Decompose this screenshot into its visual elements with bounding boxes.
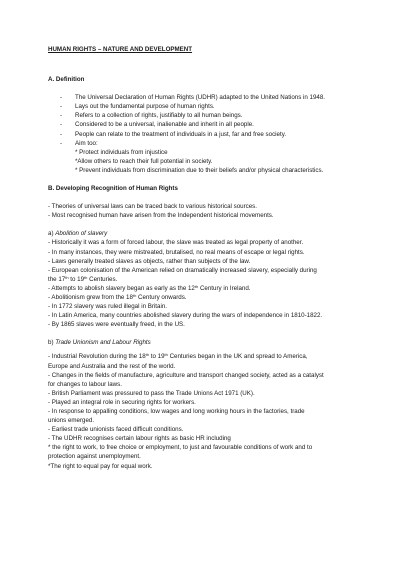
subsection-a-heading: a) Abolition of slavery — [48, 230, 108, 238]
paragraph-line: - In Latin America, many countries abolished slavery during the wars of independence in 1810-1822. — [48, 312, 323, 320]
section-a-heading: A. Definition — [48, 76, 85, 84]
section-b-heading: B. Developing Recognition of Human Rights — [48, 185, 178, 193]
paragraph-line: - In many instances, they were mistreated, brutalised, no real means of escape or legal rights. — [48, 248, 305, 256]
paragraph-line: - Played an integral role in securing rights for workers. — [48, 398, 196, 406]
list-item: - Refers to a collection of rights, justifiably to all human beings. — [60, 112, 243, 120]
list-item: - People can relate to the treatment of individuals in a just, far and free society. — [60, 130, 287, 138]
paragraph-line: - Abolitionism grew from the 18th Century onwards. — [48, 292, 187, 301]
subsection-b-heading: b) Trade Unionism and Labour Rights — [48, 339, 151, 347]
paragraph-line: - In 1772 slavery was ruled illegal in Britain. — [48, 303, 167, 311]
paragraph-line: - By 1865 slaves were eventually freed, in the US. — [48, 321, 185, 329]
aim-item: * Protect individuals from injustice — [75, 148, 168, 156]
paragraph-line: Europe and Australia and the rest of the world. — [48, 362, 176, 370]
list-item: - The Universal Declaration of Human Rights (UDHR) adapted to the United Nations in 1948. — [60, 94, 326, 102]
list-item: - Lays out the fundamental purpose of human rights. — [60, 103, 215, 111]
paragraph-line: - Earliest trade unionists faced difficult conditions. — [48, 426, 184, 434]
paragraph-line: - The UDHR recognises certain labour rights as basic HR including — [48, 435, 231, 443]
paragraph-line: *The right to equal pay for equal work. — [48, 462, 153, 470]
paragraph-line: - Historically it was a form of forced labour, the slave was treated as legal property of another. — [48, 239, 304, 247]
paragraph-line: protection against unemployment. — [48, 453, 141, 461]
paragraph-line: - British Parliament was pressured to pass the Trade Unions Act 1971 (UK). — [48, 389, 255, 397]
paragraph-line: * the right to work, to free choice or employment, to just and favourable conditions of work and to — [48, 444, 313, 452]
paragraph-line: - Changes in the fields of manufacture, agriculture and transport changed society, acted as a catalyst — [48, 371, 324, 379]
paragraph-line: unions emerged. — [48, 417, 95, 425]
paragraph-line: - Theories of universal laws can be traced back to various historical sources. — [48, 203, 257, 211]
section-a-list — [48, 93, 357, 175]
paragraph-line: the 17th to 19th Centuries. — [48, 274, 118, 283]
paragraph-line: - Attempts to abolish slavery began as early as the 12th Century in Ireland. — [48, 283, 251, 292]
paragraph-line: for changes to labour laws. — [48, 380, 122, 388]
aim-item: *Allow others to reach their full potential in society. — [75, 157, 213, 165]
paragraph-line: - Laws generally treated slaves as objects, rather than subjects of the law. — [48, 257, 251, 265]
paragraph-line: - In response to appalling conditions, low wages and long working hours in the factories, trade — [48, 408, 305, 415]
aim-item: * Prevent individuals from discrimination due to their beliefs and/or physical characteristics. — [75, 166, 324, 174]
paragraph-line: - Most recognised human have arisen from the Independent historical movements. — [48, 212, 274, 220]
document-title: HUMAN RIGHTS – NATURE AND DEVELOPMENT — [48, 46, 193, 53]
paragraph-line: - Industrial Revolution during the 18th to 19th Centuries began in the UK and spread to America, — [48, 352, 308, 361]
list-item: - Aim too: — [60, 139, 98, 147]
list-item: - Considered to be a universal, inalienable and inherit in all people. — [60, 121, 254, 129]
paragraph-line: - European colonisation of the American relied on dramatically increased slavery, especially during — [48, 266, 317, 274]
